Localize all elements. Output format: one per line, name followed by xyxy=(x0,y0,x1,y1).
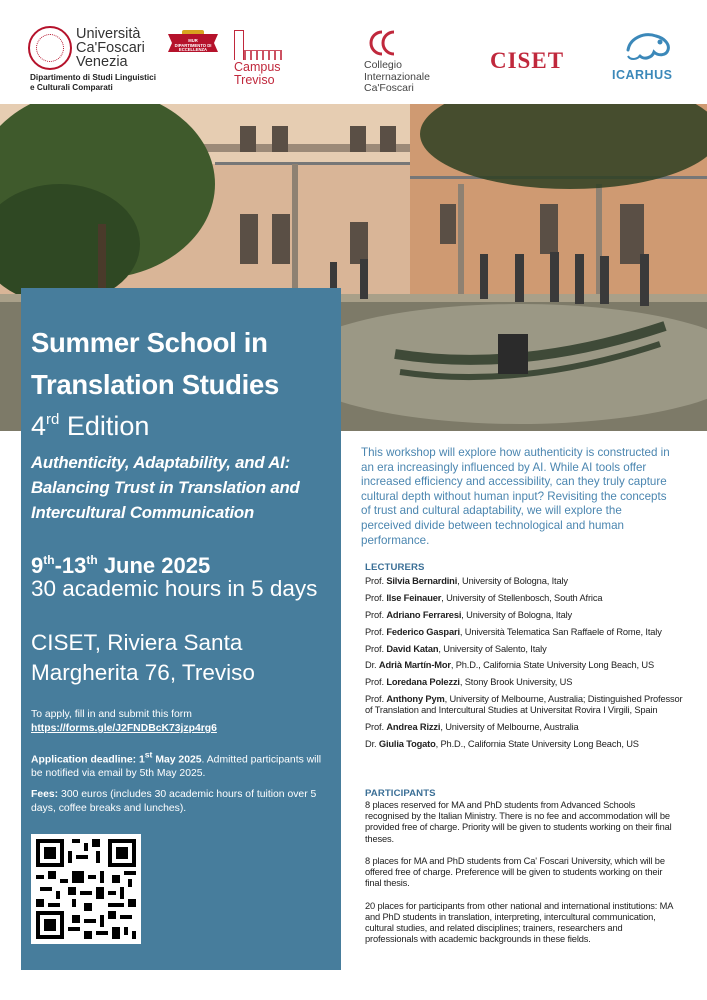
lecturer-item: Prof. Federico Gaspari, Università Telematica San Raffaele of Rome, Italy xyxy=(365,626,662,637)
venue-address: CISET, Riviera Santa Margherita 76, Treviso xyxy=(31,630,255,685)
lecturer-item: Prof. Andrea Rizzi, University of Melbourne, Australia xyxy=(365,722,579,733)
mur-excellence-badge xyxy=(168,30,218,58)
campus-treviso-logo: Campus Treviso xyxy=(232,30,302,92)
lecturer-item: Dr. Adrià Martín-Mor, Ph.D., California State University Long Beach, US xyxy=(365,660,655,671)
application-deadline: Application deadline: 1st May 2025. Admitted participants will be notified via email by 5th May 2025. xyxy=(31,750,322,780)
lecturer-item: Prof. Loredana Polezzi, Stony Brook University, US xyxy=(365,677,573,688)
ciset-logo: CISET xyxy=(490,48,565,73)
academic-hours: 30 academic hours in 5 days xyxy=(31,576,318,601)
lecturers-list xyxy=(365,576,685,756)
participants-paragraph: 20 places for participants from other national and international institutions: MA and PhD students in translation, interpreting, intercultural communication, cultural studies, and related disciplines; trainers, researchers and professionals with academic backgrounds in these fields. xyxy=(365,900,673,945)
workshop-description: This workshop will explore how authenticity is constructed in an era increasingly influenced by AI. While AI tools offer increased efficiency and accessibility, can they truly capture cultural depth without human input? Revisiting the concepts of trust and cultural adaptability, we will explore the perceived divide between technological and human performance. xyxy=(361,446,670,547)
participants-paragraph: 8 places for MA and PhD students from Ca' Foscari University, which will be offered free of charge. Preference will be given to students working on their final thesis. xyxy=(365,856,665,889)
lecturers-heading: LECTURERS xyxy=(365,562,425,573)
qr-code-icon xyxy=(36,839,136,939)
university-name: Università Ca'Foscari Venezia xyxy=(76,26,145,70)
event-dates: 9th-13th June 2025 xyxy=(31,553,211,578)
lecturer-item: Prof. Anthony Pym, University of Melbourne, Australia; Distinguished Professor of Translation and Intercultural Studies at Universitat Rovira I Virgili, Spain xyxy=(365,694,683,716)
wall-icon xyxy=(244,50,282,60)
lecturer-item: Prof. David Katan, University of Salento, Italy xyxy=(365,643,547,654)
page-title: Summer School in Translation Studies xyxy=(31,327,279,400)
collegio-logo: Collegio Internazionale Ca'Foscari xyxy=(360,28,470,96)
info-panel xyxy=(21,288,341,970)
qr-code[interactable] xyxy=(31,834,141,944)
fees-info: Fees: 300 euros (includes 30 academic hours of tuition over 5 days, coffee breaks and lunches). xyxy=(31,789,317,814)
participants-heading: PARTICIPANTS xyxy=(365,788,436,799)
event-subtitle: Authenticity, Adaptability, and AI: Balancing Trust in Translation and Intercultural Communication xyxy=(31,453,300,522)
participants-section xyxy=(365,800,677,957)
lecturer-item: Prof. Adriano Ferraresi, University of Bologna, Italy xyxy=(365,609,573,620)
department-name: Dipartimento di Studi Linguistici e Culturali Comparati xyxy=(30,73,156,92)
collegio-mark-icon xyxy=(364,28,404,58)
badge-label: MUR DIPARTIMENTO DI ECCELLENZA xyxy=(174,38,212,53)
participants-paragraph: 8 places reserved for MA and PhD students from Advanced Schools recognised by the Italian Ministry. There is no fee and accommodation will be provided free of charge. Priority will be given to students working on their final theses. xyxy=(365,800,672,844)
lecturer-item: Dr. Giulia Togato, Ph.D., California State University Long Beach, US xyxy=(365,739,639,750)
tower-icon xyxy=(234,30,244,60)
chameleon-icon xyxy=(622,28,674,64)
lecturer-item: Prof. Silvia Bernardini, University of Bologna, Italy xyxy=(365,576,568,586)
apply-instructions: To apply, fill in and submit this form https://forms.gle/J2FNDBcK73jzp4rg6 xyxy=(31,708,331,736)
lecturer-item: Prof. Ilse Feinauer, University of Stellenbosch, South Africa xyxy=(365,592,603,603)
icarhus-logo: ICARHUS xyxy=(608,28,688,88)
edition-label: 4rd Edition xyxy=(31,411,150,441)
logo-strip xyxy=(0,0,707,104)
university-seal-icon xyxy=(28,26,72,70)
ca-foscari-logo xyxy=(28,26,188,96)
application-form-link[interactable]: https://forms.gle/J2FNDBcK73jzp4rg6 xyxy=(31,723,217,734)
